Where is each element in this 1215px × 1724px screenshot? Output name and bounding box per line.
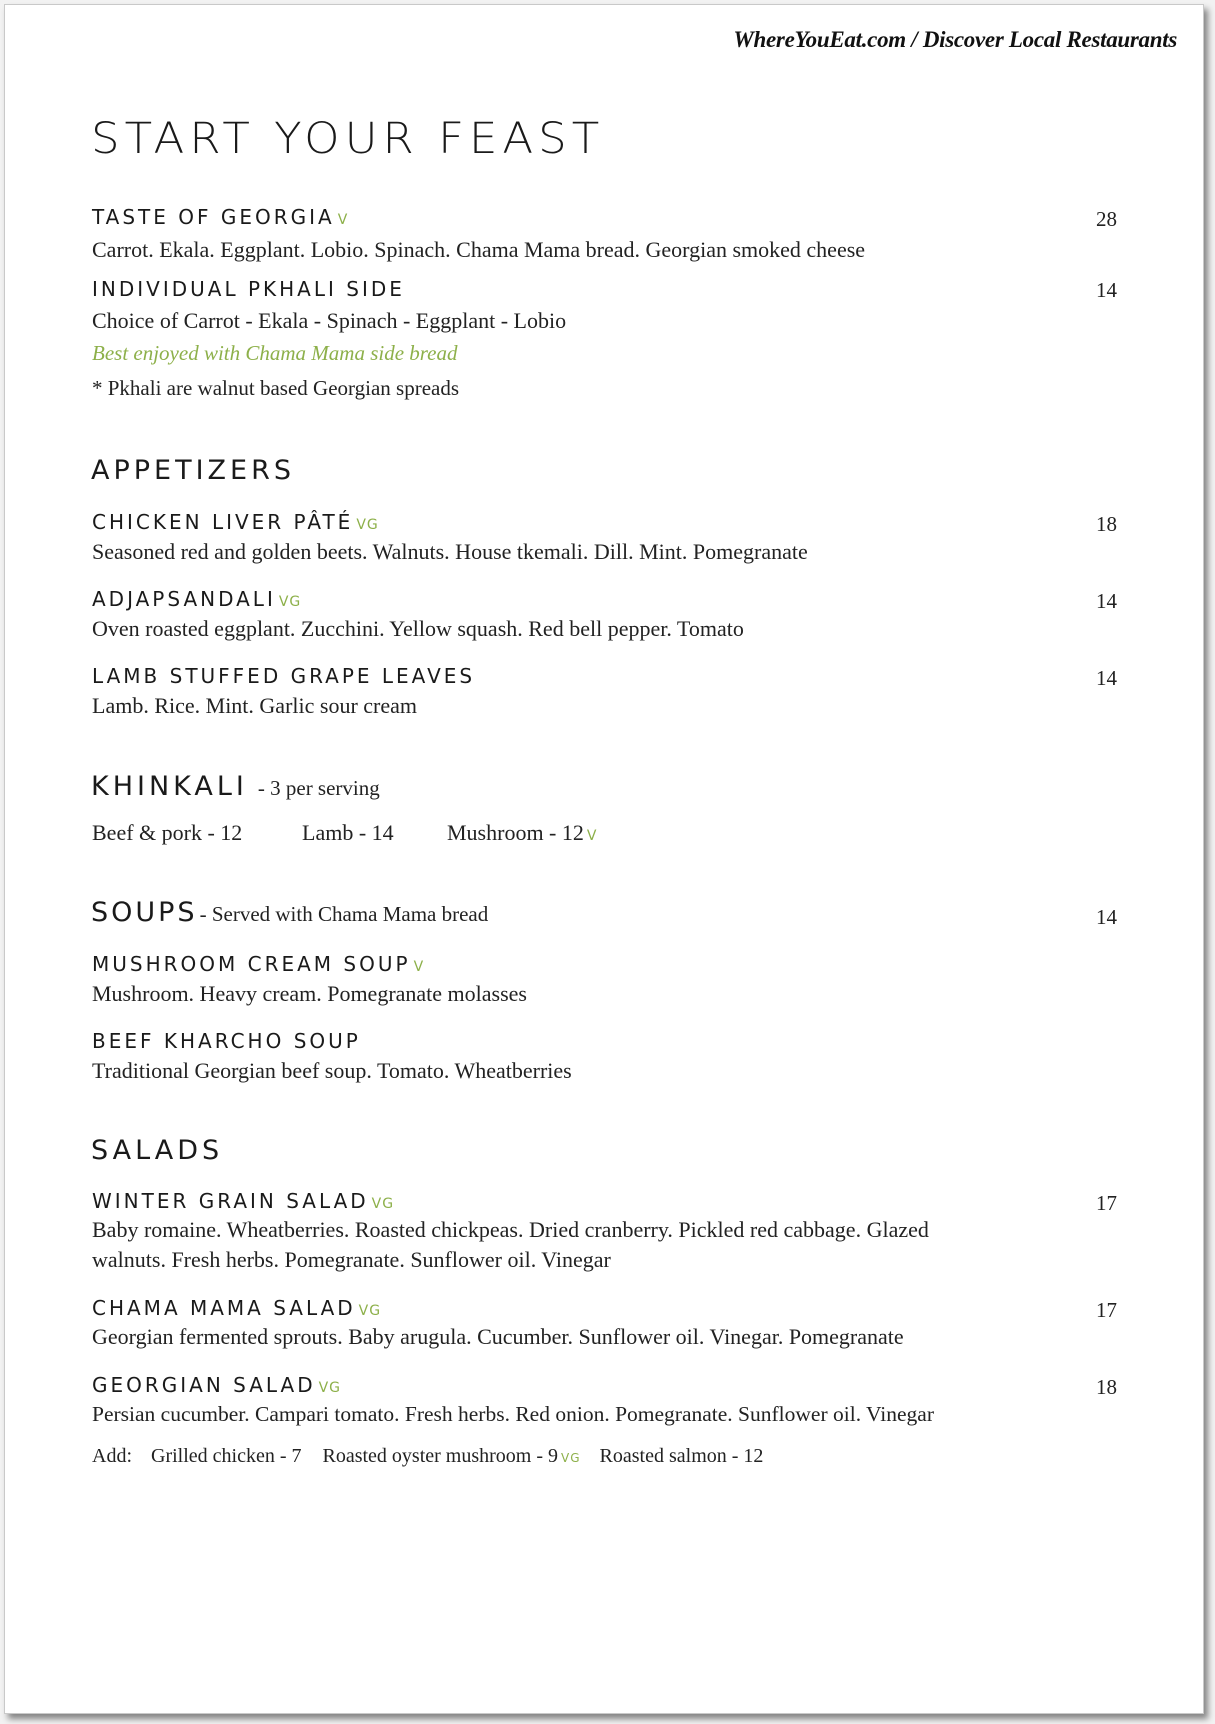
- vegetarian-tag: VG: [318, 1380, 342, 1396]
- addon-item: Roasted oyster mushroom - 9 VG: [322, 1445, 581, 1467]
- menu-item-price: 18: [1096, 512, 1117, 536]
- khinkali-option: Lamb - 14: [302, 820, 394, 845]
- menu-item-price: 14: [1096, 589, 1117, 613]
- menu-item-name: ADJAPSANDALI VG: [92, 587, 302, 611]
- menu-item-price: 17: [1096, 1191, 1117, 1215]
- menu-item-name: GEORGIAN SALAD VG: [92, 1373, 342, 1397]
- section-subtitle: - 3 per serving: [257, 776, 380, 800]
- menu-item-description: Lamb. Rice. Mint. Garlic sour cream: [92, 693, 418, 718]
- menu-item-description: Baby romaine. Wheatberries. Roasted chickpeas. Dried cranberry. Pickled red cabbage. Glazed: [92, 1217, 929, 1242]
- menu-item-price: 18: [1096, 1375, 1117, 1399]
- addon-item: Roasted salmon - 12: [599, 1445, 764, 1467]
- menu-item-description: Traditional Georgian beef soup. Tomato. Wheatberries: [92, 1058, 572, 1083]
- menu-item-price: 17: [1096, 1298, 1117, 1322]
- menu-item-description: Carrot. Ekala. Eggplant. Lobio. Spinach. Chama Mama bread. Georgian smoked cheese: [92, 237, 866, 262]
- vegetarian-tag: VG: [371, 1196, 395, 1212]
- menu-item-name: CHAMA MAMA SALAD VG: [92, 1296, 382, 1320]
- khinkali-option: Beef & pork - 12: [92, 820, 243, 845]
- menu-item-price: 14: [1096, 666, 1117, 690]
- vegetarian-tag: VG: [358, 1303, 382, 1319]
- vegetarian-tag: V: [586, 828, 598, 844]
- vegetarian-tag: V: [337, 212, 349, 228]
- menu-item-description: walnuts. Fresh herbs. Pomegranate. Sunflower oil. Vinegar: [92, 1247, 611, 1272]
- addons-label: Add:: [92, 1445, 132, 1467]
- section-title-soups: SOUPS- Served with Chama Mama bread: [91, 897, 489, 928]
- menu-item-name: LAMB STUFFED GRAPE LEAVES: [92, 664, 476, 688]
- menu-item-name: MUSHROOM CREAM SOUP V: [92, 952, 425, 976]
- menu-item-price: 28: [1096, 207, 1117, 231]
- vegetarian-tag: VG: [561, 1451, 581, 1465]
- footnote: * Pkhali are walnut based Georgian spreads: [92, 376, 460, 400]
- section-title-appetizers: APPETIZERS: [91, 455, 296, 486]
- menu-item-name: CHICKEN LIVER PÂTÉ VG: [92, 510, 379, 534]
- menu-item-description: Oven roasted eggplant. Zucchini. Yellow squash. Red bell pepper. Tomato: [92, 616, 744, 641]
- khinkali-option: Mushroom - 12 V: [447, 820, 598, 845]
- page-title: START YOUR FEAST: [91, 113, 605, 164]
- menu-item-description: Georgian fermented sprouts. Baby arugula. Cucumber. Sunflower oil. Vinegar. Pomegranate: [92, 1324, 904, 1349]
- menu-item-name: TASTE OF GEORGIA V: [92, 205, 349, 229]
- vegetarian-tag: VG: [356, 517, 379, 533]
- menu-page: [4, 4, 1204, 1714]
- menu-item-description: Mushroom. Heavy cream. Pomegranate molasses: [92, 981, 527, 1006]
- section-price: 14: [1096, 905, 1117, 929]
- vegetarian-tag: VG: [278, 594, 302, 610]
- pairing-note: Best enjoyed with Chama Mama side bread: [92, 341, 458, 365]
- menu-item-name: WINTER GRAIN SALAD VG: [92, 1189, 395, 1213]
- menu-item-description: Choice of Carrot - Ekala - Spinach - Eggplant - Lobio: [92, 308, 567, 333]
- section-subtitle: - Served with Chama Mama bread: [199, 902, 489, 926]
- salad-addons: [92, 1445, 763, 1468]
- menu-item-price: 14: [1096, 278, 1117, 302]
- section-title-salads: SALADS: [91, 1135, 224, 1166]
- vegetarian-tag: V: [413, 959, 425, 975]
- site-watermark: WhereYouEat.com / Discover Local Restaurants: [733, 27, 1177, 52]
- menu-item-description: Seasoned red and golden beets. Walnuts. House tkemali. Dill. Mint. Pomegranate: [92, 539, 808, 564]
- menu-item-name: BEEF KHARCHO SOUP: [92, 1029, 361, 1053]
- menu-item-description: Persian cucumber. Campari tomato. Fresh herbs. Red onion. Pomegranate. Sunflower oil. Vinegar: [92, 1402, 935, 1426]
- addon-item: Grilled chicken - 7: [151, 1445, 302, 1467]
- menu-item-name: INDIVIDUAL PKHALI SIDE: [92, 277, 405, 301]
- section-title-khinkali: KHINKALI - 3 per serving: [91, 771, 380, 802]
